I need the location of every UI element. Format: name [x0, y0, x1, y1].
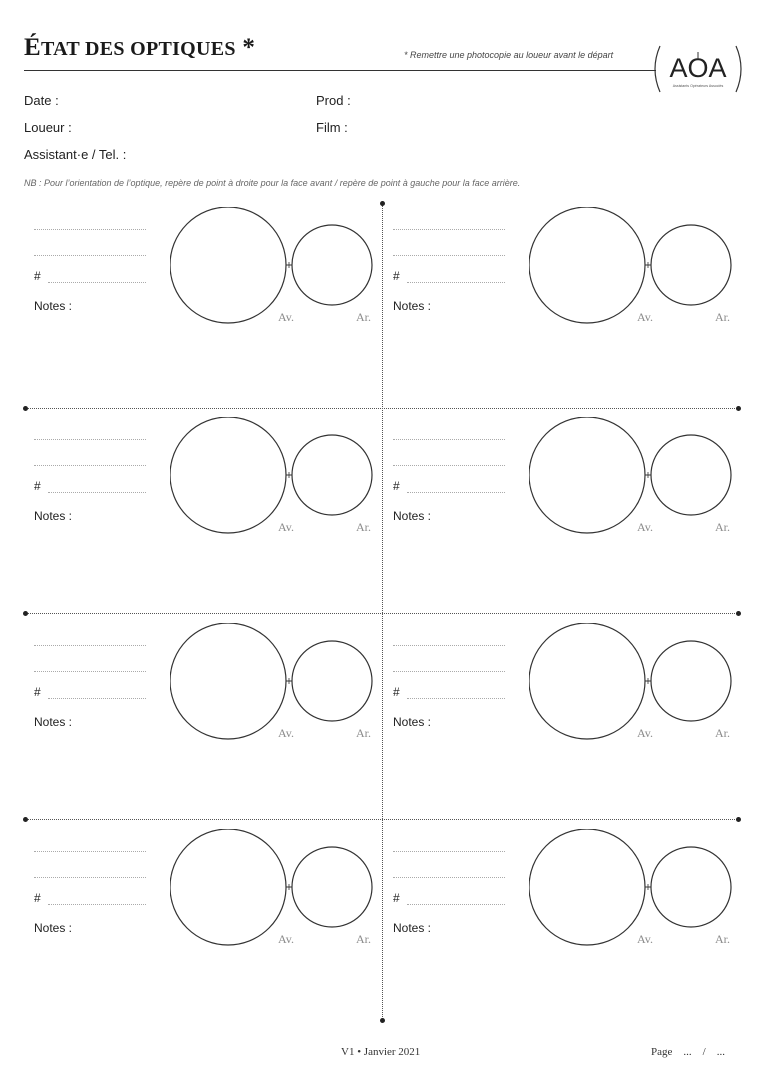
serial-line[interactable] [407, 282, 505, 283]
rear-element-circle [292, 225, 372, 305]
lens-detail-line[interactable] [34, 255, 146, 256]
lens-diagram [529, 207, 749, 332]
version-footer: V1 • Janvier 2021 [341, 1046, 421, 1058]
lens-name-line[interactable] [393, 851, 505, 852]
lens-detail-line[interactable] [393, 255, 505, 256]
divider-dot [23, 611, 28, 616]
rear-element-circle [292, 641, 372, 721]
front-element-circle [170, 623, 286, 739]
lens-card [383, 207, 743, 347]
rear-element-circle [651, 435, 731, 515]
photocopy-note: * Remettre une photocopie au loueur avant le départ [404, 50, 614, 60]
title-divider [24, 70, 656, 71]
rear-label: Ar. [356, 932, 371, 946]
lens-name-line[interactable] [34, 851, 146, 852]
rear-element-circle [292, 847, 372, 927]
svg-text:Assistants Opérateurs Associés: Assistants Opérateurs Associés [672, 84, 724, 88]
serial-label: # [393, 891, 400, 905]
rear-label: Ar. [356, 726, 371, 740]
lens-name-line[interactable] [393, 229, 505, 230]
lens-diagram [170, 623, 390, 748]
serial-label: # [393, 479, 400, 493]
notes-label: Notes : [34, 509, 73, 523]
row-divider [26, 408, 739, 409]
lens-diagram [529, 623, 749, 748]
front-element-circle [170, 207, 286, 323]
lens-card [24, 207, 384, 347]
divider-dot [23, 817, 28, 822]
lens-name-line[interactable] [393, 645, 505, 646]
lens-name-line[interactable] [34, 439, 146, 440]
notes-label: Notes : [34, 299, 73, 313]
serial-line[interactable] [407, 904, 505, 905]
lens-card [383, 417, 743, 557]
notes-label: Notes : [34, 921, 73, 935]
serial-line[interactable] [48, 904, 146, 905]
lens-diagram [529, 417, 749, 542]
front-label: Av. [637, 932, 653, 946]
front-element-circle [529, 623, 645, 739]
divider-dot [736, 406, 741, 411]
page-title: ÉTAT DES OPTIQUES * [24, 34, 256, 61]
notes-label: Notes : [34, 715, 73, 729]
front-element-circle [529, 207, 645, 323]
front-element-circle [170, 417, 286, 533]
lens-card [24, 417, 384, 557]
rear-label: Ar. [715, 726, 730, 740]
divider-dot [736, 611, 741, 616]
aoa-logo [652, 44, 744, 94]
front-label: Av. [278, 310, 294, 324]
lens-card [383, 623, 743, 763]
notes-label: Notes : [393, 299, 432, 313]
front-label: Av. [278, 726, 294, 740]
rear-label: Ar. [356, 310, 371, 324]
rear-element-circle [651, 641, 731, 721]
rear-element-circle [292, 435, 372, 515]
serial-line[interactable] [48, 282, 146, 283]
rear-element-circle [651, 847, 731, 927]
front-label: Av. [637, 726, 653, 740]
front-label: Av. [278, 520, 294, 534]
divider-dot [736, 817, 741, 822]
serial-label: # [393, 685, 400, 699]
lens-detail-line[interactable] [393, 877, 505, 878]
divider-dot [380, 1018, 385, 1023]
notes-label: Notes : [393, 921, 432, 935]
lens-diagram [170, 417, 390, 542]
serial-line[interactable] [48, 698, 146, 699]
lens-detail-line[interactable] [393, 465, 505, 466]
film-field: Film : [316, 120, 348, 135]
loueur-field: Loueur : [24, 120, 72, 135]
page-counter: Page ... / ... [651, 1046, 725, 1058]
orientation-note: NB : Pour l’orientation de l’optique, repère de point à droite pour la face avant / repère de point à gauche pour la face arrière. [24, 178, 521, 188]
front-label: Av. [637, 310, 653, 324]
assistant-field: Assistant·e / Tel. : [24, 147, 127, 162]
front-element-circle [529, 829, 645, 945]
divider-dot [23, 406, 28, 411]
lens-name-line[interactable] [34, 645, 146, 646]
notes-label: Notes : [393, 715, 432, 729]
lens-card [383, 829, 743, 969]
lens-card [24, 623, 384, 763]
serial-label: # [34, 269, 41, 283]
lens-diagram [170, 207, 390, 332]
serial-line[interactable] [407, 698, 505, 699]
front-label: Av. [637, 520, 653, 534]
lens-name-line[interactable] [393, 439, 505, 440]
row-divider [26, 819, 739, 820]
rear-label: Ar. [715, 310, 730, 324]
rear-element-circle [651, 225, 731, 305]
lens-detail-line[interactable] [34, 465, 146, 466]
serial-label: # [393, 269, 400, 283]
serial-label: # [34, 891, 41, 905]
prod-field: Prod : [316, 93, 351, 108]
rear-label: Ar. [356, 520, 371, 534]
lens-diagram [529, 829, 749, 954]
row-divider [26, 613, 739, 614]
serial-line[interactable] [48, 492, 146, 493]
lens-detail-line[interactable] [34, 671, 146, 672]
front-element-circle [170, 829, 286, 945]
notes-label: Notes : [393, 509, 432, 523]
serial-line[interactable] [407, 492, 505, 493]
lens-detail-line[interactable] [34, 877, 146, 878]
svg-text:AOA: AOA [669, 53, 727, 83]
front-label: Av. [278, 932, 294, 946]
lens-diagram [170, 829, 390, 954]
rear-label: Ar. [715, 520, 730, 534]
serial-label: # [34, 479, 41, 493]
lens-detail-line[interactable] [393, 671, 505, 672]
lens-card [24, 829, 384, 969]
rear-label: Ar. [715, 932, 730, 946]
front-element-circle [529, 417, 645, 533]
date-field: Date : [24, 93, 59, 108]
serial-label: # [34, 685, 41, 699]
divider-dot [380, 201, 385, 206]
lens-name-line[interactable] [34, 229, 146, 230]
